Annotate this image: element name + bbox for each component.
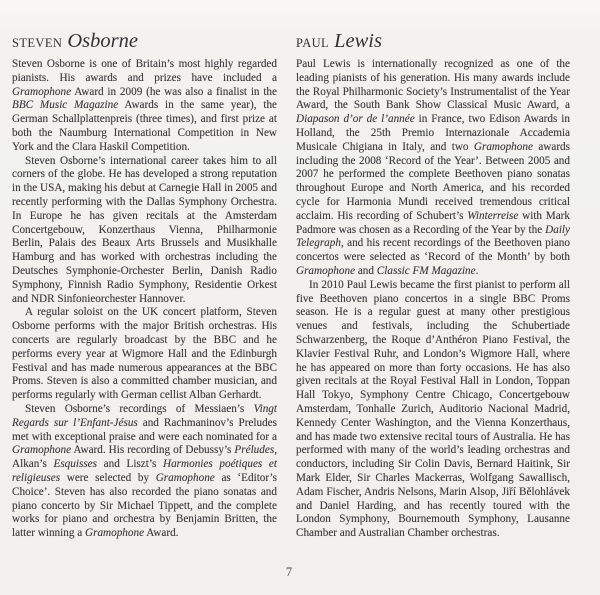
text-run: , Alkan’s <box>12 444 277 471</box>
text-run: Award in 2009 (he was also a finalist in the <box>71 85 277 98</box>
bio-column-steven-osborne <box>12 27 277 541</box>
bio-paragraph <box>296 58 570 279</box>
bio-text-steven-osborne <box>12 58 277 541</box>
italic-text-run: Winterreise <box>467 209 519 222</box>
italic-text-run: BBC Music Magazine <box>12 99 119 112</box>
italic-text-run: Harmonies poétiques et religieuses <box>12 458 277 484</box>
text-run: awards including the 2008 ‘Record of the Year’. Between 2005 and 2007 he performed the complete Beethoven piano sonatas throughout Europe and North America, and his recorded cycle for Harmonia Mundi received tremendous critical acclaim. His recording of Schubert’s <box>296 140 570 222</box>
text-run: In 2010 Paul Lewis became the first pianist to perform all five Beethoven piano concertos in a single BBC Proms season. He is a regular guest at many other prestigious venues and festivals, including the Schubertiade Schwarzenberg, the Roque d’Anthéron Piano Festival, the Klavier Festival Ruhr, and London’s Wigmore Hall, where he has appeared on more than forty occasions. He has also given recitals at the Royal Festival Hall in London, Toppan Hall Tokyo, Symphony Centre Chicago, Concertgebouw Amsterdam, Tonhalle Zurich, Auditorio Nacional Madrid, Kennedy Center Washington, and the Vienna Konzerthaus, and has made two extensive recital tours of Australia. He has performed with many of the world’s leading orchestras and conductors, including Sir Colin Davis, Bernard Haitink, Sir Mark Elder, Sir Charles Mackerras, Wolfgang Sawallisch, Adam Fischer, Andris Nelsons, Marin Alsop, Jiří Bělohlávek and Daniel Harding, and has recently toured with the London Symphony, Bournemouth Symphony, Lausanne Chamber and Australian Chamber orchestras. <box>296 278 570 540</box>
text-run: , and his recent recordings of the Beethoven piano concertos were selected as ‘Record of the Month’ by both <box>296 237 570 264</box>
text-run: Award. His recording of Debussy’s <box>71 444 235 457</box>
text-run: A regular soloist on the UK concert platform, Steven Osborne performs with the major British orchestras. His concerts are regularly broadcast by the BBC and he performs every year at Wigmore Hall and the Edinburgh Festival and has made numerous appearances at the BBC Proms. Steven is also a committed chamber musician, and performs regularly with German cellist Alban Gerhardt. <box>12 306 277 402</box>
text-run: in France, two Edison Awards in Holland, the 25th Premio Internazionale Accademia Musicale Chigiana in Italy, and two <box>296 113 570 153</box>
italic-text-run: Gramophone <box>12 85 72 98</box>
text-run: were selected by <box>60 471 156 484</box>
italic-text-run: Gramophone <box>85 527 145 540</box>
bio-heading-paul-lewis <box>296 27 570 54</box>
text-run: Awards in the same year), the German Schallplattenpreis (three times), and first prize at both the Naumburg International Competition in New York and the Clara Haskil Competition. <box>12 99 277 153</box>
text-run: as ‘Editor’s Choice’. Steven has also recorded the piano sonatas and piano concerto by Sir Michael Tippett, and the complete works for piano and orchestra by Benjamin Britten, the latter winning a <box>12 471 277 540</box>
bio-heading-steven-osborne <box>12 27 277 54</box>
bio-paragraph <box>12 306 277 403</box>
italic-text-run: Gramophone <box>473 140 533 153</box>
italic-text-run: Préludes <box>234 444 275 457</box>
text-run: Steven Osborne’s recordings of Messiaen’s <box>25 402 254 415</box>
italic-text-run: Gramophone <box>155 471 215 484</box>
bio-text-paul-lewis <box>296 58 570 541</box>
bio-paragraph <box>296 279 570 541</box>
artist-surname: Lewis <box>334 30 382 52</box>
text-run: with Mark Padmore was chosen as a Recording of the Year by the <box>296 209 570 236</box>
text-run: Award. <box>144 527 179 540</box>
italic-text-run: Classic FM Magazine <box>376 264 476 277</box>
artist-surname: Osborne <box>67 30 138 52</box>
text-run: Steven Osborne is one of Britain’s most highly regarded pianists. His awards and prizes have included a <box>12 58 277 84</box>
italic-text-run: Esquisses <box>53 458 97 471</box>
bio-paragraph <box>12 155 277 307</box>
artist-first-name: STEVEN <box>12 36 63 50</box>
bio-columns <box>12 27 570 541</box>
italic-text-run: Diapason d’or de l’année <box>296 113 415 126</box>
text-run: . <box>475 264 479 277</box>
italic-text-run: Gramophone <box>296 264 356 277</box>
text-run: and <box>355 264 377 277</box>
bio-column-paul-lewis <box>296 27 570 541</box>
bio-paragraph <box>12 58 277 155</box>
text-run: and Rachmaninov’s Preludes met with exceptional praise and were each nominated for a <box>12 416 277 443</box>
page-number: 7 <box>285 565 293 579</box>
text-run: Paul Lewis is internationally recognized as one of the leading pianists of his generation. His many awards include the Royal Philharmonic Society’s Instrumentalist of the Year Award, the South Bank Show Classical Music Award, a <box>296 58 570 112</box>
italic-text-run: Daily Telegraph <box>296 223 570 250</box>
artist-first-name: PAUL <box>296 36 330 50</box>
italic-text-run: Vingt Regards sur l’Enfant-Jésus <box>12 402 277 429</box>
bio-paragraph <box>12 403 277 541</box>
text-run: and Liszt’s <box>97 458 163 471</box>
text-run: Steven Osborne’s international career takes him to all corners of the globe. He has developed a strong reputation in the USA, making his debut at Carnegie Hall in 2005 and recently performing with the Dallas Symphony Orchestra. In Europe he has given recitals at the Amsterdam Concertgebouw, Konzerthaus Vienna, Philharmonie Berlin, Palais des Beaux Arts Brussels and Musikhalle Hamburg and has worked with orchestras including the Deutsches Symphonie-Orchester Berlin, Danish Radio Symphony, Finnish Radio Symphony, Residentie Orkest and NDR Sinfonieorchester Hannover. <box>12 154 277 305</box>
italic-text-run: Gramophone <box>12 444 72 457</box>
